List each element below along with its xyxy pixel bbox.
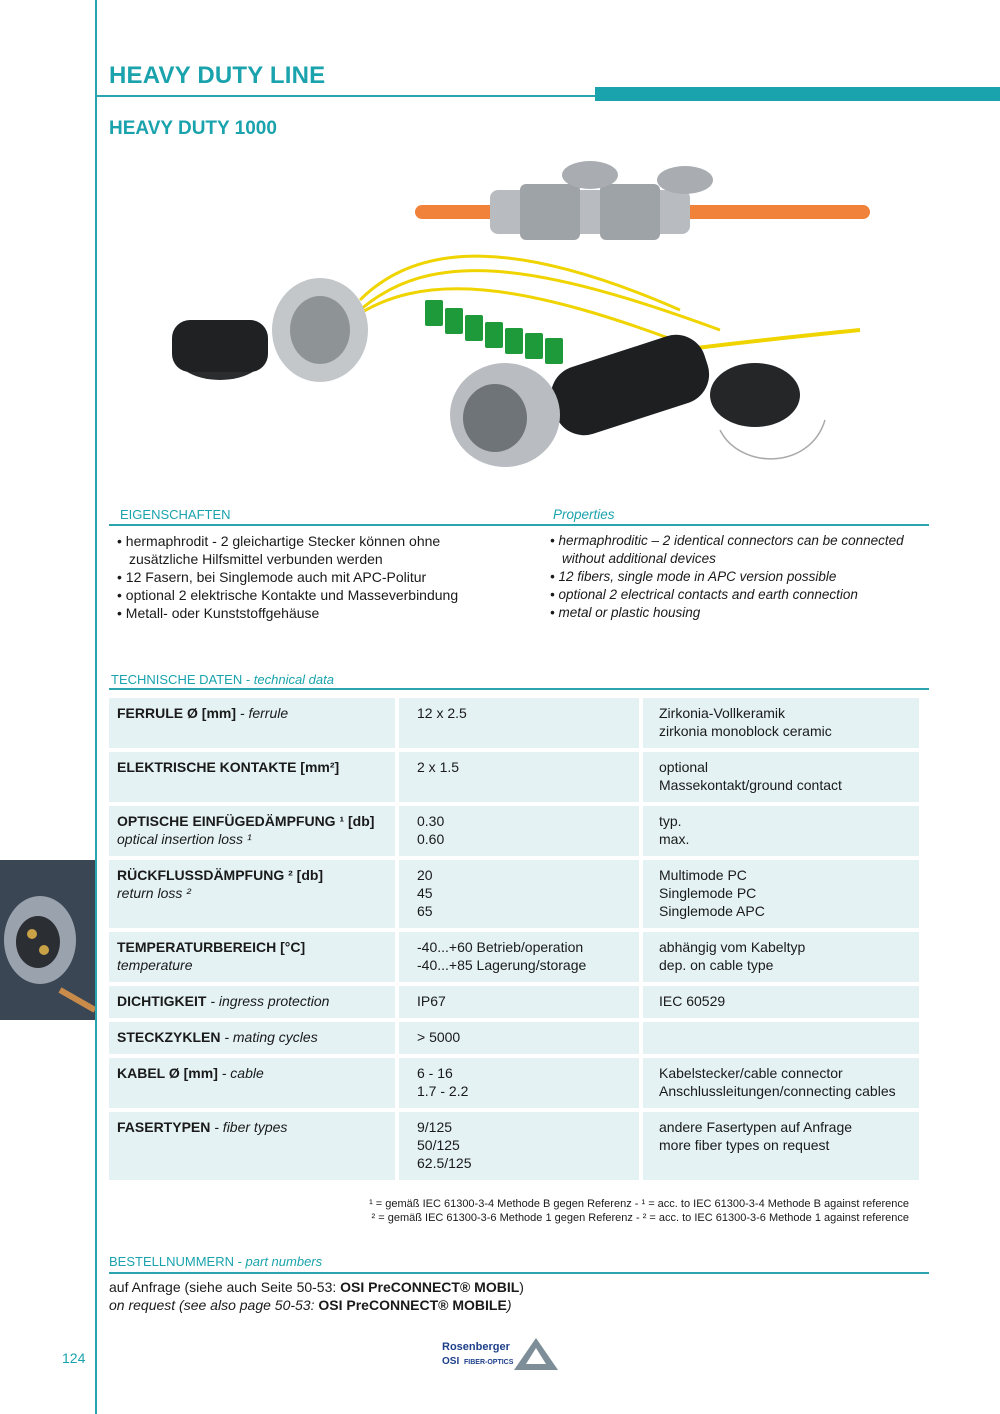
spec-note: Singlemode APC [659,903,765,919]
spec-value: 1.7 - 2.2 [417,1083,469,1099]
tech-row [109,986,919,1018]
order-rule [109,1272,929,1274]
spec-note: typ. [659,813,682,829]
product-subtitle: HEAVY DUTY 1000 [109,118,277,139]
spec-label: ELEKTRISCHE KONTAKTE [mm²] [117,759,340,775]
spec-label: DICHTIGKEIT [117,993,207,1009]
property-item: • hermaphrodit - 2 gleichartige Stecker können ohne [117,533,441,549]
side-photo [0,860,95,1020]
svg-text:Rosenberger: Rosenberger [442,1341,510,1353]
spec-value-cell [399,1112,643,1180]
spec-note: Zirkonia-Vollkeramik [659,705,786,721]
spec-note: zirkonia monoblock ceramic [659,723,832,739]
spec-value: -40...+85 Lagerung/storage [417,957,587,973]
title-rule [97,95,597,97]
spec-note-cell [643,698,919,748]
tech-row [109,1022,919,1054]
spec-label-en: - mating cycles [220,1029,318,1045]
spec-note: abhängig vom Kabeltyp [659,939,806,955]
properties-heading-de: EIGENSCHAFTEN [120,507,231,522]
spec-label: RÜCKFLUSSDÄMPFUNG ² [db] [117,867,324,883]
tech-heading: TECHNISCHE DATEN - technical data [111,672,334,687]
spec-label-en: - cable [217,1065,264,1081]
svg-text:OSI: OSI [442,1356,460,1367]
spec-value: 0.60 [417,831,445,847]
spec-note: IEC 60529 [659,993,726,1009]
spec-note: Massekontakt/ground contact [659,777,842,793]
spec-value: -40...+60 Betrieb/operation [417,939,584,955]
property-item: • optional 2 elektrische Kontakte und Masseverbindung [117,587,459,603]
spec-label-en: - ferrule [236,705,289,721]
product-photo [160,150,870,480]
spec-label-cell [109,1058,399,1108]
spec-value: 9/125 [417,1119,453,1135]
property-item: • optional 2 electrical contacts and earth connection [550,587,858,602]
properties-heading-en: Properties [553,507,615,522]
spec-note: andere Fasertypen auf Anfrage [659,1119,853,1135]
properties-list-en [550,532,904,622]
spec-label: FERRULE Ø [mm] [117,705,236,721]
property-item: • 12 fibers, single mode in APC version possible [550,569,837,584]
spec-label: TEMPERATURBEREICH [°C] [117,939,306,955]
left-margin-line [95,0,97,1414]
spec-note: Multimode PC [659,867,747,883]
spec-label-en: return loss ² [117,885,191,901]
rosenberger-logo [440,1336,560,1372]
spec-value-cell [399,986,643,1018]
spec-value: IP67 [417,993,446,1009]
spec-note: dep. on cable type [659,957,774,973]
spec-value-cell [399,806,643,856]
spec-value-cell [399,752,643,802]
spec-label-en: temperature [117,957,193,973]
spec-note-cell [643,986,919,1018]
spec-label-cell [109,1022,399,1054]
spec-note-cell [643,806,919,856]
tech-row [109,932,919,982]
spec-label-cell [109,1112,399,1180]
spec-label-en: - ingress protection [206,993,330,1009]
property-item: • 12 Fasern, bei Singlemode auch mit APC-Politur [117,569,427,585]
spec-value-cell [399,1022,643,1054]
property-item: • hermaphroditic – 2 identical connectors can be connected [550,533,904,548]
tech-row [109,752,919,802]
spec-value: 12 x 2.5 [417,705,467,721]
tech-data-table [109,694,919,1184]
spec-label-en: - fiber types [210,1119,288,1135]
footnote-1: ¹ = gemäß IEC 61300-3-4 Methode B gegen Referenz - ¹ = acc. to IEC 61300-3-4 Methode B against reference [369,1198,909,1210]
spec-note: max. [659,831,690,847]
spec-label: OPTISCHE EINFÜGEDÄMPFUNG ¹ [db] [117,813,375,829]
order-text: auf Anfrage (siehe auch Seite 50-53: OSI PreCONNECT® MOBIL) on request (see also page 50-53: OSI PreCONNECT® MOBILE) [109,1279,524,1313]
page-title: HEAVY DUTY LINE [109,62,326,89]
spec-note-cell [643,1022,919,1054]
property-item: • Metall- oder Kunststoffgehäuse [117,605,320,621]
property-item: zusätzliche Hilfsmittel verbunden werden [129,551,383,567]
tech-rule [109,688,929,690]
spec-label-cell [109,806,399,856]
spec-label: STECKZYKLEN [117,1029,221,1045]
property-item: • metal or plastic housing [550,605,701,620]
spec-label: KABEL Ø [mm] [117,1065,218,1081]
spec-value-cell [399,1058,643,1108]
spec-value: 20 [417,867,433,883]
spec-value: 0.30 [417,813,445,829]
properties-rule [109,524,929,526]
spec-value: 2 x 1.5 [417,759,460,775]
spec-note-cell [643,752,919,802]
spec-note: more fiber types on request [659,1137,830,1153]
spec-label-cell [109,860,399,928]
spec-label-en: optical insertion loss ¹ [117,831,252,847]
svg-text:FIBER-OPTICS: FIBER-OPTICS [464,1359,514,1366]
spec-label-cell [109,698,399,748]
spec-value: 62.5/125 [417,1155,472,1171]
spec-note-cell [643,932,919,982]
spec-note: Anschlussleitungen/connecting cables [659,1083,896,1099]
spec-label: FASERTYPEN [117,1119,211,1135]
spec-value: 6 - 16 [417,1065,453,1081]
page-number: 124 [62,1350,86,1366]
properties-list-de [117,532,458,622]
tech-row [109,806,919,856]
spec-value-cell [399,860,643,928]
title-accent-bar [595,87,1000,101]
spec-label-cell [109,752,399,802]
spec-label-cell [109,986,399,1018]
order-heading: BESTELLNUMMERN - part numbers [109,1254,323,1269]
spec-note-cell [643,860,919,928]
spec-note-cell [643,1058,919,1108]
property-item: without additional devices [562,551,716,566]
spec-value-cell [399,698,643,748]
spec-note: Kabelstecker/cable connector [659,1065,843,1081]
spec-note: Singlemode PC [659,885,757,901]
spec-value: > 5000 [417,1029,461,1045]
tech-row [109,1058,919,1108]
spec-value-cell [399,932,643,982]
spec-label-cell [109,932,399,982]
footnote-2: ² = gemäß IEC 61300-3-6 Methode 1 gegen Referenz - ² = acc. to IEC 61300-3-6 Methode 1 against reference [371,1212,909,1224]
spec-value: 50/125 [417,1137,460,1153]
spec-note: optional [659,759,709,775]
spec-note-cell [643,1112,919,1180]
tech-row [109,1112,919,1180]
spec-value: 45 [417,885,433,901]
tech-row [109,860,919,928]
spec-value: 65 [417,903,433,919]
tech-row [109,698,919,748]
